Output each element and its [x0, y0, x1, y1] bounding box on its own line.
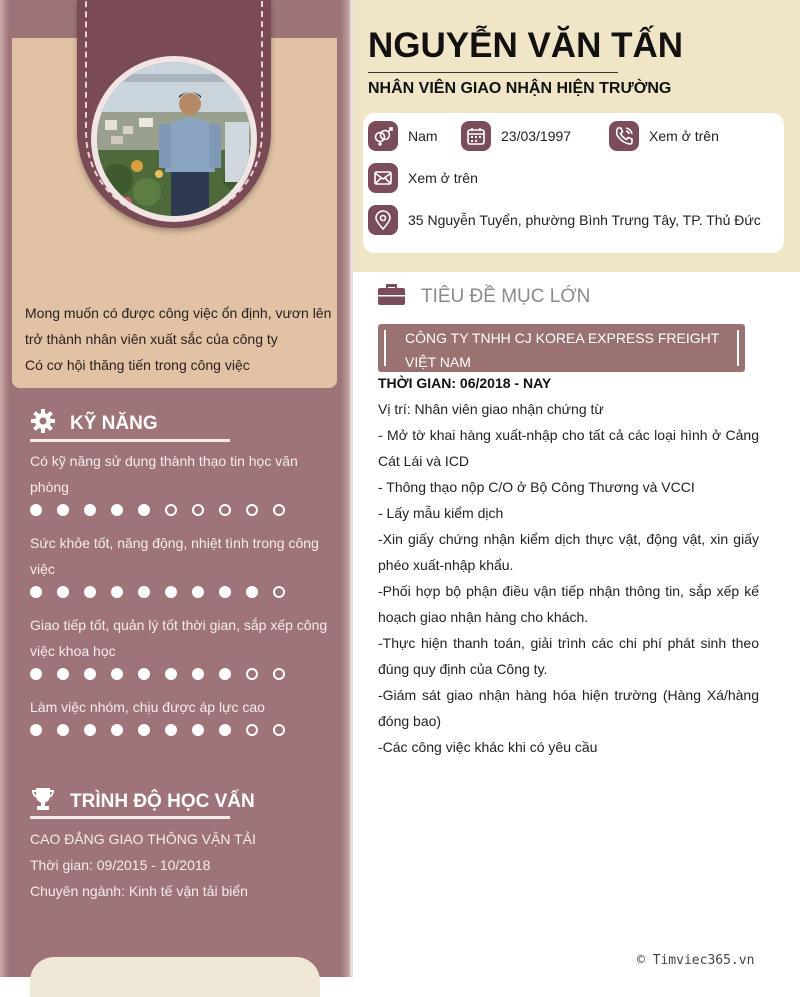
section-underline [30, 439, 230, 442]
rating-dot-filled [165, 724, 177, 736]
phone-icon [609, 121, 639, 151]
bottom-card [30, 957, 320, 997]
email-info [368, 163, 478, 193]
rating-dot-filled [111, 724, 123, 736]
school-name: CAO ĐẲNG GIAO THÔNG VẬN TẢI [30, 831, 256, 847]
calendar-icon [461, 121, 491, 151]
birthdate-value: 23/03/1997 [501, 128, 572, 144]
rating-dot-filled [165, 586, 177, 598]
education-details [30, 826, 256, 904]
skill-rating [30, 724, 285, 736]
company-name: CÔNG TY TNHH CJ KOREA EXPRESS FREIGHT VIỆT NAM [405, 330, 720, 370]
address-value: 35 Nguyễn Tuyển, phường Bình Trưng Tây, TP. Thủ Đức [408, 212, 761, 228]
birthdate-info [461, 121, 571, 151]
rating-dot-filled [111, 504, 123, 516]
rating-dot-empty [246, 504, 258, 516]
section-underline [30, 816, 230, 819]
rating-dot-filled [219, 724, 231, 736]
mail-icon [368, 163, 398, 193]
rating-dot-filled [138, 504, 150, 516]
skills-heading [30, 408, 158, 440]
skill-name: Có kỹ năng sử dụng thành thạo tin học văn phòng [30, 453, 298, 495]
job-detail: Vị trí: Nhân viên giao nhận chứng từ [378, 401, 604, 417]
skill-name: Giao tiếp tốt, quản lý tốt thời gian, sắp xếp công việc khoa học [30, 617, 328, 659]
job-detail: -Thực hiện thanh toán, giải trình các chi phí phát sinh theo đúng quy định của Công ty. [378, 635, 759, 677]
education-period: Thời gian: 09/2015 - 10/2018 [30, 857, 211, 873]
experience-heading [378, 283, 590, 311]
job-description [378, 396, 759, 760]
skills-title: KỸ NĂNG [70, 413, 158, 434]
rating-dot-empty [219, 504, 231, 516]
rating-dot-filled [138, 586, 150, 598]
rating-dot-filled [111, 668, 123, 680]
candidate-name: NGUYỄN VĂN TẤN [368, 26, 684, 65]
rating-dot-filled [30, 586, 42, 598]
experience-title: TIÊU ĐỀ MỤC LỚN [421, 286, 591, 307]
objective-line: Có cơ hội thăng tiến trong công việc [25, 357, 250, 373]
rating-dot-empty [192, 504, 204, 516]
watermark: © Timviec365.vn [637, 953, 755, 968]
avatar-photo [97, 62, 251, 216]
rating-dot-filled [192, 724, 204, 736]
rating-dot-filled [57, 504, 69, 516]
rating-dot-empty [273, 724, 285, 736]
rating-dot-empty [246, 668, 258, 680]
rating-dot-filled [57, 724, 69, 736]
rating-dot-empty [273, 586, 285, 598]
rating-dot-empty [165, 504, 177, 516]
career-objective [25, 300, 335, 378]
address-info [368, 205, 761, 235]
name-underline [368, 72, 618, 73]
job-detail: - Thông thạo nộp C/O ở Bộ Công Thương và VCCI [378, 479, 695, 495]
education-heading [30, 786, 255, 818]
job-detail: -Phối hợp bộ phận điều vận tiếp nhận thông tin, sắp xếp kế hoạch giao nhận hàng cho khách. [378, 583, 759, 625]
rating-dot-filled [57, 586, 69, 598]
rating-dot-filled [138, 668, 150, 680]
gear-icon [30, 408, 56, 440]
rating-dot-filled [246, 586, 258, 598]
gender-info [368, 121, 438, 151]
trophy-icon [30, 786, 56, 818]
rating-dot-filled [219, 668, 231, 680]
phone-info [609, 121, 719, 151]
rating-dot-filled [57, 668, 69, 680]
rating-dot-filled [30, 504, 42, 516]
briefcase-icon [378, 283, 405, 311]
job-detail: - Lấy mẫu kiểm dịch [378, 505, 504, 521]
location-pin-icon [368, 205, 398, 235]
job-detail: -Xin giấy chứng nhận kiểm dịch thực vật, động vật, xin giấy phéo xuất-nhập khẩu. [378, 531, 759, 573]
objective-line: Mong muốn có được công việc ổn định, vươn lên trở thành nhân viên xuất sắc của công ty [25, 305, 332, 347]
email-value: Xem ở trên [408, 170, 478, 186]
rating-dot-filled [192, 586, 204, 598]
education-title: TRÌNH ĐỘ HỌC VẤN [70, 791, 255, 812]
rating-dot-empty [273, 504, 285, 516]
rating-dot-empty [273, 668, 285, 680]
rating-dot-filled [84, 668, 96, 680]
skill-rating [30, 668, 285, 680]
job-detail: -Giám sát giao nhận hàng hóa hiện trường (Hàng Xá/hàng đóng bao) [378, 687, 759, 729]
rating-dot-filled [138, 724, 150, 736]
rating-dot-filled [165, 668, 177, 680]
skill-rating [30, 586, 285, 598]
rating-dot-empty [246, 724, 258, 736]
rating-dot-filled [111, 586, 123, 598]
education-major: Chuyên ngành: Kinh tế vận tải biển [30, 883, 248, 899]
rating-dot-filled [219, 586, 231, 598]
phone-value: Xem ở trên [649, 128, 719, 144]
skill-name: Sức khỏe tốt, năng động, nhiệt tình trong công việc [30, 535, 319, 577]
job-detail: - Mở tờ khai hàng xuất-nhập cho tất cả các loại hình ở Cảng Cát Lái và ICD [378, 427, 759, 469]
job-detail: -Các công việc khác khi có yêu cầu [378, 739, 598, 755]
gender-icon [368, 121, 398, 151]
gender-value: Nam [408, 128, 438, 144]
rating-dot-filled [192, 668, 204, 680]
rating-dot-filled [30, 724, 42, 736]
rating-dot-filled [84, 724, 96, 736]
rating-dot-filled [84, 504, 96, 516]
candidate-position: NHÂN VIÊN GIAO NHẬN HIỆN TRƯỜNG [368, 80, 672, 97]
employment-period: THỜI GIAN: 06/2018 - NAY [378, 375, 552, 391]
skill-name: Làm việc nhóm, chịu được áp lực cao [30, 699, 265, 715]
company-banner [378, 324, 745, 372]
rating-dot-filled [30, 668, 42, 680]
rating-dot-filled [84, 586, 96, 598]
skill-rating [30, 504, 285, 516]
